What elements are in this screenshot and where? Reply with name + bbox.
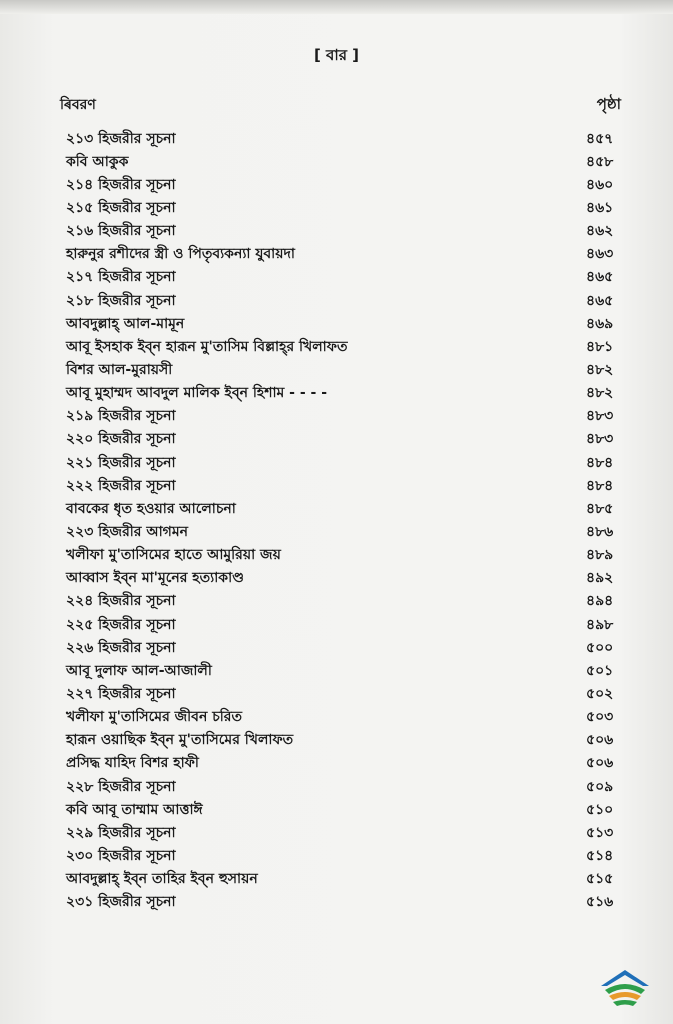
toc-entry (66, 382, 636, 405)
toc-entry (66, 243, 636, 266)
toc-entry-title: আবদুল্লাহ্ আল-মামূন (66, 315, 185, 332)
toc-entry-title: ২২৯ হিজরীর সূচনা (66, 824, 176, 841)
toc-entry-title: ২২৪ হিজরীর সূচনা (66, 593, 176, 610)
toc-entry-page: ৪৫৮ (586, 153, 614, 170)
toc-entry (66, 844, 636, 867)
toc-entry-page: ৫১৪ (586, 847, 614, 864)
publisher-logo-icon (597, 964, 653, 1008)
toc-entry (66, 150, 636, 173)
toc-entry (66, 798, 636, 821)
toc-entry-page: ৫০৬ (586, 732, 614, 749)
toc-entry (66, 312, 636, 335)
toc-entry-page: ৪৮৪ (586, 454, 614, 471)
toc-entry-page: ৫০২ (586, 685, 614, 702)
toc-entry (66, 821, 636, 844)
toc-entry-title: হারুনুর রশীদের স্ত্রী ও পিতৃব্যকন্যা যুবায়দা (66, 246, 295, 263)
toc-entry-page: ৫১৫ (586, 871, 614, 888)
toc-entry-page: ৪৫৭ (586, 130, 614, 147)
toc-entry-title: আবূ মুহাম্মদ আবদুল মালিক ইব্‌ন হিশাম - - - - (66, 385, 328, 402)
toc-entry (66, 405, 636, 428)
toc-entry-title: ২২৮ হিজরীর সূচনা (66, 778, 176, 795)
toc-entry-title: ২৩০ হিজরীর সূচনা (66, 847, 176, 864)
toc-entry-page: ৫০৩ (586, 709, 614, 726)
toc-entry-page: ৪৮৩ (586, 431, 614, 448)
toc-entry-title: ২১৮ হিজরীর সূচনা (66, 292, 176, 309)
toc-entry (66, 636, 636, 659)
toc-entry-title: আবদুল্লাহ্ ইব্‌ন তাহির ইব্‌ন হুসায়ন (66, 871, 258, 888)
toc-entry-page: ৪৮২ (586, 361, 614, 378)
toc-entry-page: ৪৯৮ (586, 616, 614, 633)
toc-entry-page: ৫০৯ (586, 778, 614, 795)
toc-entry-title: কবি আকুক (66, 153, 129, 170)
toc-entry-title: ২১৪ হিজরীর সূচনা (66, 176, 176, 193)
toc-entry (66, 613, 636, 636)
toc-entry-page: ৫১০ (586, 801, 614, 818)
toc-entry (66, 220, 636, 243)
toc-entry (66, 682, 636, 705)
toc-entry-title: ২১৭ হিজরীর সূচনা (66, 269, 176, 286)
toc-entry-page: ৪৯৪ (586, 593, 614, 610)
toc-entry (66, 428, 636, 451)
toc-entry (66, 544, 636, 567)
toc-entry (66, 567, 636, 590)
toc-entry-page: ৪৮৪ (586, 477, 614, 494)
toc-entry (66, 474, 636, 497)
page-header: [ বার ] (313, 46, 360, 64)
toc-entry-page: ৪৮৯ (586, 547, 614, 564)
page-edge-shadow (0, 0, 673, 14)
toc-entry-title: আবূ দুলাফ আল-আজালী (66, 662, 212, 679)
toc-entry-page: ৫১৬ (586, 894, 614, 911)
toc-entry-title: ২১৬ হিজরীর সূচনা (66, 223, 176, 240)
toc-entry-page: ৪৯২ (586, 570, 614, 587)
toc-entry-title: ২২২ হিজরীর সূচনা (66, 477, 176, 494)
toc-entry-title: প্রসিদ্ধ যাহিদ বিশর হাফী (66, 755, 199, 772)
toc-entry (66, 451, 636, 474)
table-of-contents (66, 127, 636, 914)
toc-entry-title: ২১৫ হিজরীর সূচনা (66, 200, 176, 216)
toc-entry (66, 497, 636, 520)
toc-entry-page: ৪৮১ (586, 338, 614, 355)
toc-entry-title: ২২১ হিজরীর সূচনা (66, 454, 176, 471)
toc-entry-title: ২২৩ হিজরীর আগমন (66, 523, 188, 540)
toc-entry-title: বিশর আল-মুরায়সী (66, 361, 173, 378)
toc-entry (66, 868, 636, 891)
toc-entry (66, 659, 636, 682)
toc-entry (66, 127, 636, 150)
toc-entry-page: ৪৬২ (586, 223, 614, 240)
toc-entry-page: ৫১৩ (586, 824, 614, 841)
toc-entry (66, 173, 636, 196)
toc-entry-title: ২৩১ হিজরীর সূচনা (66, 894, 176, 911)
toc-entry-title: ২১৯ হিজরীর সূচনা (66, 408, 176, 425)
toc-entry (66, 358, 636, 381)
toc-entry-page: ৪৬৫ (586, 292, 614, 309)
toc-entry (66, 891, 636, 914)
toc-entry (66, 752, 636, 775)
toc-entry-title: ২২৫ হিজরীর সূচনা (66, 616, 176, 633)
toc-entry-page: ৪৬১ (586, 200, 614, 216)
toc-entry (66, 196, 636, 219)
toc-entry-title: আব্বাস ইব্‌ন মা'মূনের হত্যাকাণ্ড (66, 570, 245, 587)
toc-entry-page: ৪৬৯ (586, 315, 614, 332)
toc-entry-page: ৫০০ (586, 639, 614, 656)
toc-entry-page: ৪৬০ (586, 176, 614, 193)
toc-entry (66, 266, 636, 289)
toc-entry-title: ২২৬ হিজরীর সূচনা (66, 639, 176, 656)
toc-entry-title: খলীফা মু'তাসিমের হাতে আমুরিয়া জয় (66, 547, 281, 564)
toc-entry-title: হারূন ওয়াছিক ইব্‌ন মু'তাসিমের খিলাফত (66, 732, 294, 749)
toc-entry-page: ৪৮৫ (586, 500, 614, 517)
toc-entry-title: ২২০ হিজরীর সূচনা (66, 431, 176, 448)
column-heading-description: ৰিবরণ (60, 97, 96, 113)
toc-entry-title: বাবকের ধৃত হওয়ার আলোচনা (66, 500, 236, 517)
toc-entry (66, 335, 636, 358)
toc-entry (66, 706, 636, 729)
toc-entry-page: ৪৮৩ (586, 408, 614, 425)
toc-entry (66, 590, 636, 613)
toc-entry-title: ২১৩ হিজরীর সূচনা (66, 130, 176, 147)
toc-entry-title: ২২৭ হিজরীর সূচনা (66, 685, 176, 702)
toc-entry-title: খলীফা মু'তাসিমের জীবন চরিত (66, 709, 242, 726)
toc-entry-page: ৫০১ (586, 662, 614, 679)
toc-entry-page: ৫০৬ (586, 755, 614, 772)
toc-entry (66, 775, 636, 798)
toc-entry-page: ৪৮২ (586, 385, 614, 402)
toc-entry (66, 289, 636, 312)
toc-entry (66, 729, 636, 752)
toc-entry-title: কবি আবূ তাম্মাম আত্তাঈ (66, 801, 203, 818)
column-heading-page: পৃষ্ঠা (596, 95, 621, 113)
toc-entry-title: আবূ ইসহাক ইব্‌ন হারূন মু'তাসিম বিল্লাহ্‌র খিলাফত (66, 338, 348, 355)
toc-entry-page: ৪৬৩ (586, 246, 614, 263)
toc-entry-page: ৪৮৬ (586, 523, 614, 540)
toc-entry (66, 520, 636, 543)
toc-entry-page: ৪৬৫ (586, 269, 614, 286)
